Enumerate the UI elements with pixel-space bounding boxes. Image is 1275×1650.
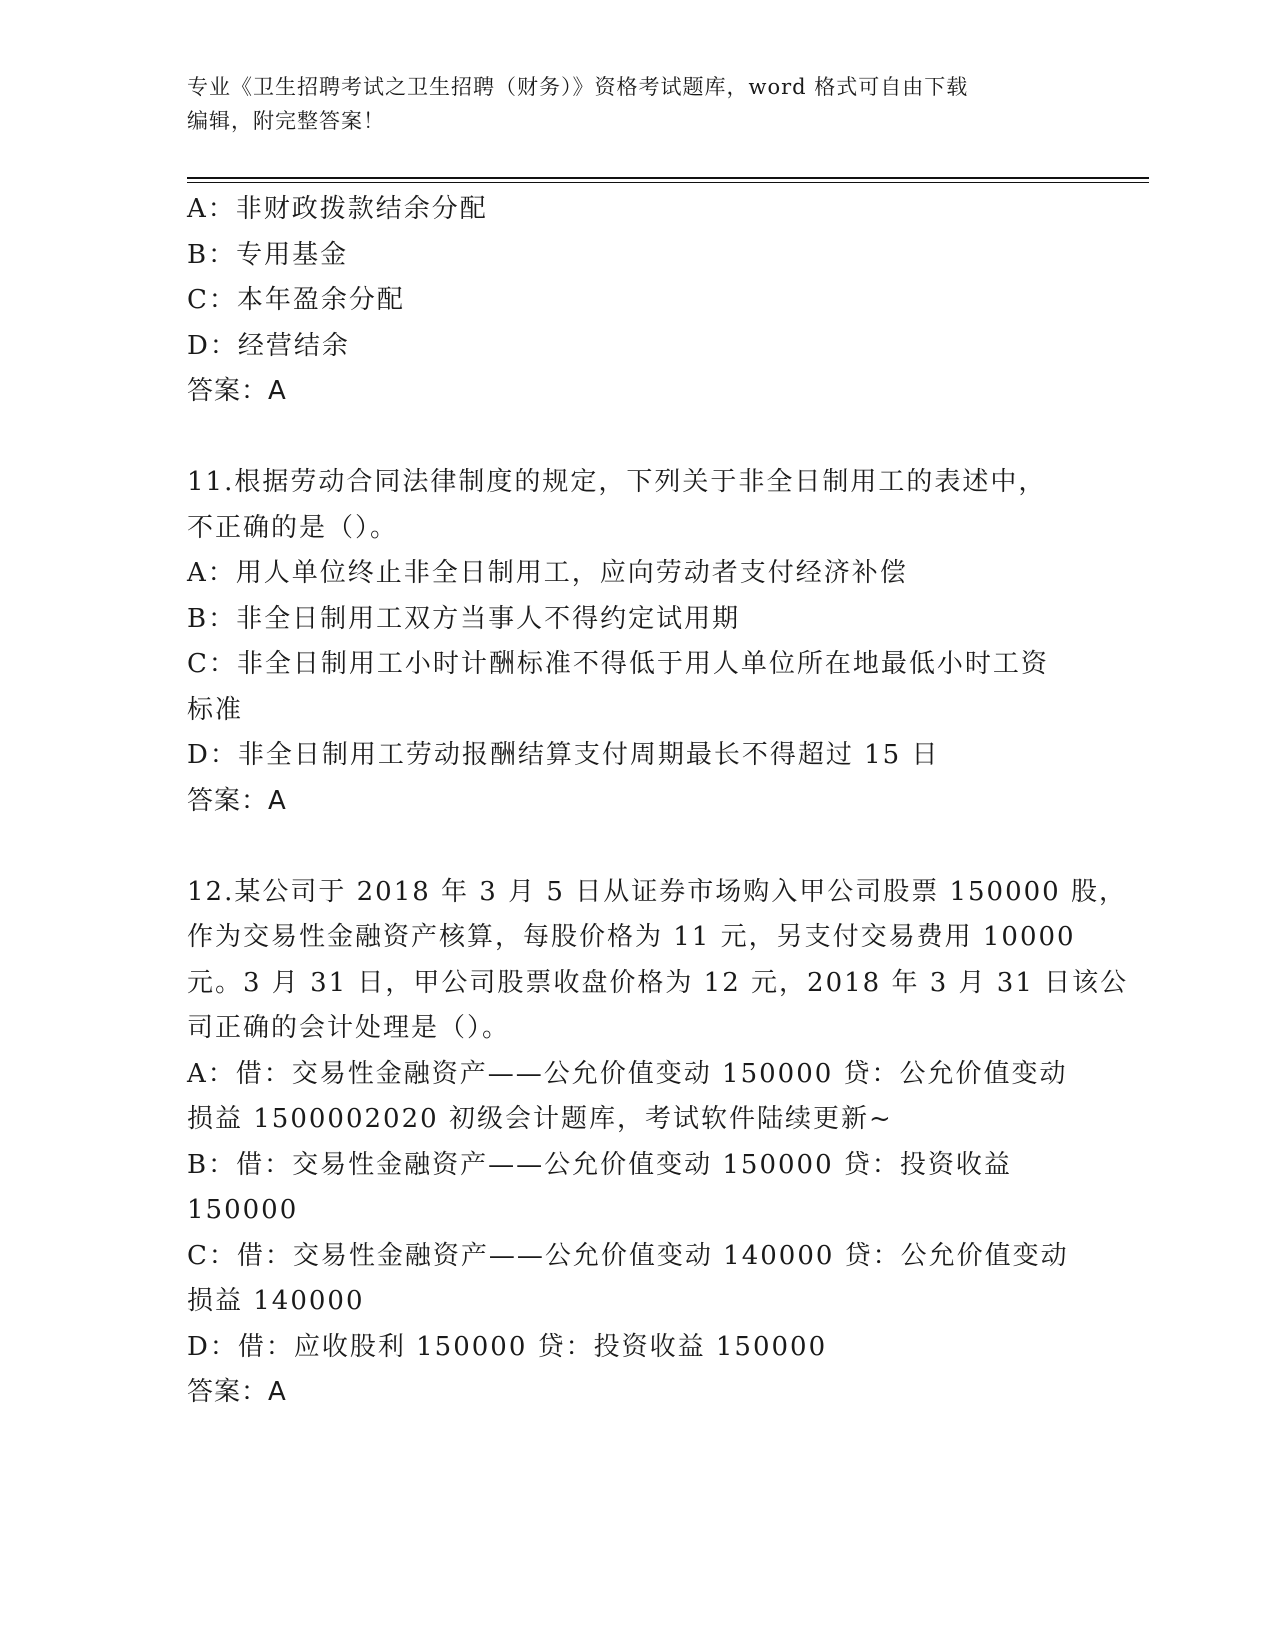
option-b: B：借：交易性金融资产——公允价值变动 150000 贷：投资收益 xyxy=(187,1149,1012,1180)
question-stem-line: 不正确的是（）。 xyxy=(187,512,399,543)
option-c-continued: 损益 140000 xyxy=(187,1286,365,1316)
option-a: A：借：交易性金融资产——公允价值变动 150000 贷：公允价值变动 xyxy=(187,1058,1068,1089)
header-line-1: 专业《卫生招聘考试之卫生招聘（财务）》资格考试题库，word 格式可自由下载 xyxy=(187,75,969,99)
option-c-continued: 标准 xyxy=(187,694,244,725)
answer-line: 答案：A xyxy=(187,785,287,816)
header-rule-thick xyxy=(187,177,1149,179)
option-c: C：借：交易性金融资产——公允价值变动 140000 贷：公允价值变动 xyxy=(187,1240,1069,1271)
question-12-block xyxy=(187,870,1129,1416)
question-stem-line: 11.根据劳动合同法律制度的规定，下列关于非全日制用工的表述中， xyxy=(187,467,1047,497)
option-a-continued: 损益 1500002020 初级会计题库，考试软件陆续更新~ xyxy=(187,1104,893,1134)
option-d: D：非全日制用工劳动报酬结算支付周期最长不得超过 15 日 xyxy=(187,740,940,770)
spacer xyxy=(187,415,1067,461)
question-stem-line: 12.某公司于 2018 年 3 月 5 日从证券市场购入甲公司股票 150000 股， xyxy=(187,876,1127,907)
answer-line: 答案：A xyxy=(187,1377,287,1407)
spacer xyxy=(187,824,1067,870)
option-c: C：本年盈余分配 xyxy=(187,285,405,315)
option-b-continued: 150000 xyxy=(187,1195,299,1225)
option-b: B：专用基金 xyxy=(187,239,349,270)
answer-line: 答案：A xyxy=(187,376,287,406)
document-header xyxy=(187,70,1067,138)
option-c: C：非全日制用工小时计酬标准不得低于用人单位所在地最低小时工资 xyxy=(187,649,1049,679)
question-stem-line: 作为交易性金融资产核算，每股价格为 11 元，另支付交易费用 10000 xyxy=(187,922,1076,952)
question-stem-line: 元。3 月 31 日，甲公司股票收盘价格为 12 元，2018 年 3 月 31 日该公 xyxy=(187,967,1129,998)
header-line-2: 编辑，附完整答案！ xyxy=(187,109,385,133)
header-rule-thin xyxy=(187,182,1149,183)
option-b: B：非全日制用工双方当事人不得约定试用期 xyxy=(187,603,741,634)
option-d: D：经营结余 xyxy=(187,330,350,361)
question-stem-line: 司正确的会计处理是（）。 xyxy=(187,1013,511,1043)
option-a: A：非财政拨款结余分配 xyxy=(187,194,488,224)
question-11-block xyxy=(187,460,1067,824)
document-content xyxy=(187,187,1129,1416)
question-10-block xyxy=(187,187,1067,415)
option-d: D：借：应收股利 150000 贷：投资收益 150000 xyxy=(187,1331,828,1362)
option-a: A：用人单位终止非全日制用工，应向劳动者支付经济补偿 xyxy=(187,558,908,588)
